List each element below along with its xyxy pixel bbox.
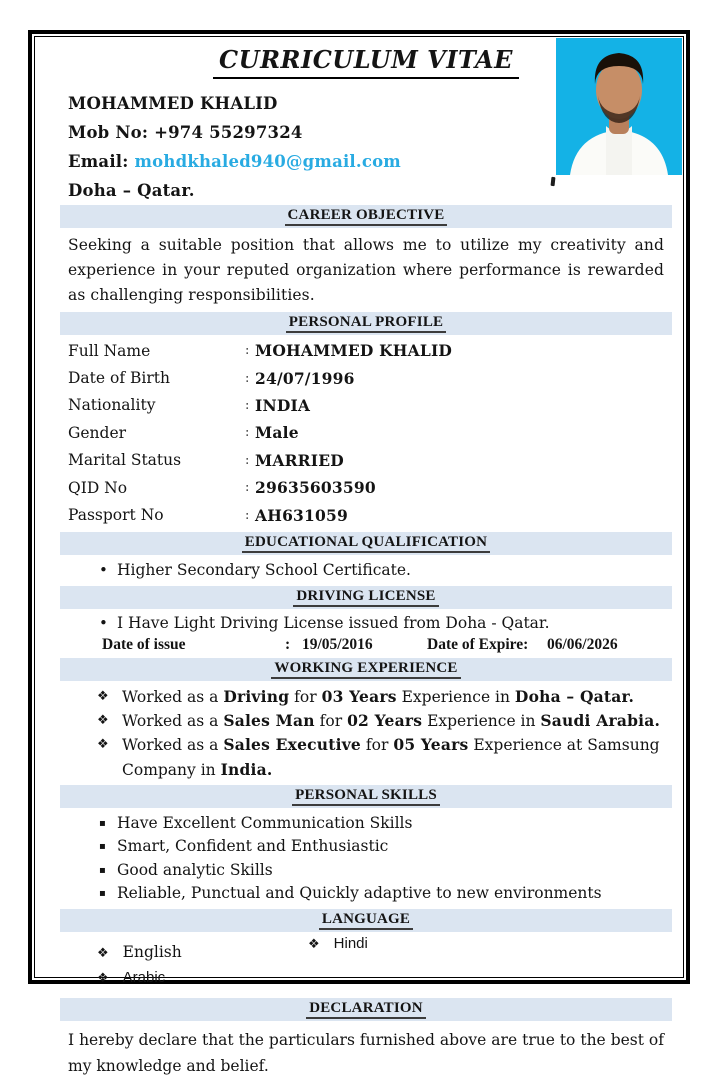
skill-item <box>60 859 672 883</box>
round-bullet-icon: • <box>99 613 108 632</box>
profile-row <box>60 501 672 528</box>
declaration-text: I hereby declare that the particulars furnished above are true to the best of my knowledge and belief. <box>68 1030 664 1075</box>
profile-row <box>60 337 672 364</box>
email-label: Email: <box>68 152 129 171</box>
square-bullet-icon: ▪ <box>99 864 106 876</box>
colon: : <box>245 480 250 496</box>
skill-text: Smart, Confident and Enthusiastic <box>117 837 389 856</box>
personal-skills-heading: PERSONAL SKILLS <box>292 787 440 806</box>
date-of-expire-label: Date of Expire: <box>427 635 529 653</box>
profile-label: Date of Birth <box>68 369 170 388</box>
passport-photo <box>556 38 682 175</box>
experience-item <box>60 685 672 709</box>
section-band-language <box>60 909 672 932</box>
email-link[interactable]: mohdkhaled940@gmail.com <box>134 152 401 171</box>
driving-license-heading: DRIVING LICENSE <box>293 588 438 607</box>
colon: : <box>245 343 250 359</box>
diamond-bullet-icon: ❖ <box>308 936 320 952</box>
skill-text: Have Excellent Communication Skills <box>117 813 413 832</box>
page-title: CURRICULUM VITAE <box>213 45 519 79</box>
mobile-label: Mob No: <box>68 123 149 142</box>
language-text: Hindi <box>333 934 368 952</box>
profile-label: QID No <box>68 478 128 497</box>
experience-item <box>60 733 672 782</box>
skill-item <box>60 812 672 836</box>
experience-item <box>60 709 672 733</box>
driving-license-text: I Have Light Driving License issued from Doha - Qatar. <box>117 613 550 632</box>
profile-label: Marital Status <box>68 451 182 470</box>
education-item <box>60 558 672 582</box>
language-heading: LANGUAGE <box>319 911 413 930</box>
skill-item <box>60 882 672 906</box>
cv-content <box>60 41 672 1079</box>
experience-list <box>60 685 672 782</box>
square-bullet-icon: ▪ <box>99 817 106 829</box>
diamond-bullet-icon: ❖ <box>97 970 109 986</box>
profile-row <box>60 364 672 391</box>
experience-text: Worked as a Driving for 03 Years Experience in Doha – Qatar. <box>122 686 635 706</box>
date-of-issue-value: 19/05/2016 <box>302 635 373 653</box>
profile-row <box>60 447 672 474</box>
date-of-issue-label: Date of issue <box>102 635 186 653</box>
colon: : <box>245 397 250 413</box>
education-heading: EDUCATIONAL QUALIFICATION <box>242 534 490 553</box>
profile-row <box>60 392 672 419</box>
square-bullet-icon: ▪ <box>99 841 106 853</box>
round-bullet-icon: • <box>99 560 108 579</box>
section-band-working-experience <box>60 658 672 681</box>
education-text: Higher Secondary School Certificate. <box>117 560 411 579</box>
colon: : <box>245 370 250 386</box>
profile-label: Passport No <box>68 506 164 525</box>
language-text: Arabic <box>122 968 166 986</box>
skill-item <box>60 835 672 859</box>
mobile-value: +974 55297324 <box>154 123 303 142</box>
profile-label: Full Name <box>68 341 151 360</box>
experience-text: Worked as a Sales Man for 02 Years Experience in Saudi Arabia. <box>122 711 661 731</box>
profile-label: Nationality <box>68 396 156 415</box>
colon: : <box>245 425 250 441</box>
profile-value: MARRIED <box>255 450 344 470</box>
skills-list <box>60 812 672 906</box>
language-item <box>97 969 165 986</box>
diamond-bullet-icon: ❖ <box>97 737 109 753</box>
section-band-personal-skills <box>60 785 672 808</box>
colon: : <box>245 507 250 523</box>
colon: : <box>285 635 291 653</box>
profile-value: MOHAMMED KHALID <box>255 341 453 361</box>
date-of-expire-value: 06/06/2026 <box>547 635 618 653</box>
language-item <box>97 943 182 961</box>
portrait-image <box>556 38 682 175</box>
section-band-education <box>60 532 672 555</box>
personal-profile-table <box>60 337 672 529</box>
colon: : <box>245 452 250 468</box>
experience-text: Worked as a Sales Executive for 05 Years Experience at Samsung Company in India. <box>122 735 660 779</box>
page-inner-border <box>34 36 684 1075</box>
profile-value: AH631059 <box>255 505 348 525</box>
career-objective-text: Seeking a suitable position that allows me to utilize my creativity and experience in your reputed organization where performance is rewarded as challenging responsibilities. <box>68 236 664 304</box>
driving-license-item <box>60 612 672 634</box>
profile-value: 29635603590 <box>255 478 376 498</box>
square-bullet-icon: ▪ <box>99 888 106 900</box>
profile-row <box>60 474 672 501</box>
section-band-driving-license <box>60 586 672 609</box>
declaration-heading: DECLARATION <box>306 1000 426 1019</box>
driving-license-dates <box>60 634 672 656</box>
contact-location: Doha – Qatar. <box>68 181 195 200</box>
skill-text: Reliable, Punctual and Quickly adaptive to new environments <box>117 884 602 903</box>
profile-value: 24/07/1996 <box>255 368 355 388</box>
profile-value: INDIA <box>255 395 311 415</box>
language-text: English <box>122 942 182 961</box>
language-item <box>308 935 368 952</box>
language-list <box>60 932 672 998</box>
diamond-bullet-icon: ❖ <box>97 713 109 729</box>
skill-text: Good analytic Skills <box>117 860 273 879</box>
diamond-bullet-icon: ❖ <box>97 945 109 961</box>
contact-name: MOHAMMED KHALID <box>68 94 278 113</box>
profile-label: Gender <box>68 423 127 442</box>
section-band-personal-profile <box>60 312 672 335</box>
working-experience-heading: WORKING EXPERIENCE <box>271 660 460 679</box>
career-objective-heading: CAREER OBJECTIVE <box>285 207 448 226</box>
personal-profile-heading: PERSONAL PROFILE <box>286 314 446 333</box>
profile-row <box>60 419 672 446</box>
section-band-career-objective <box>60 205 672 228</box>
section-band-declaration <box>60 998 672 1021</box>
profile-value: Male <box>255 423 299 443</box>
diamond-bullet-icon: ❖ <box>97 688 109 704</box>
